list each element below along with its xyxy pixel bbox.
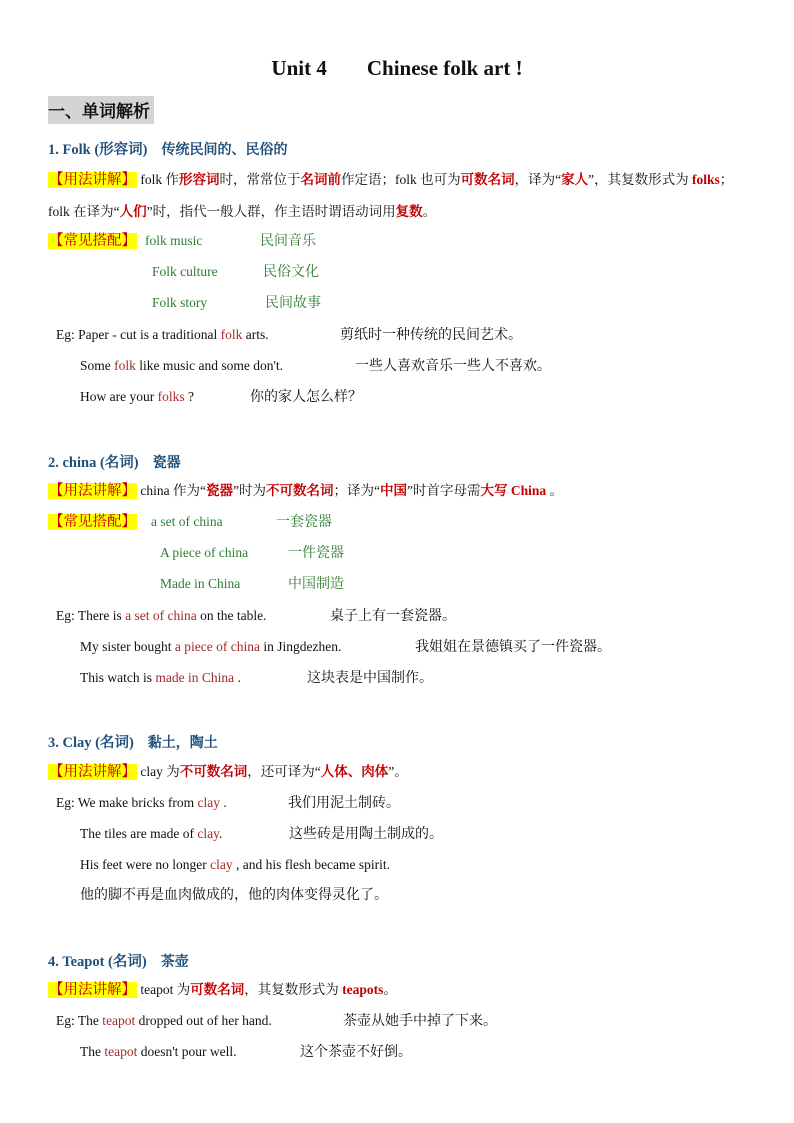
text: on the table. [196, 608, 267, 623]
collocation-en: Folk culture [152, 264, 218, 279]
example-translation: 他的脚不再是血肉做成的，他的肉体变得灵化了。 [80, 887, 388, 903]
text: folk 作 [140, 172, 179, 187]
text: ”时，指代一般人群，作主语时谓语动词用 [146, 204, 396, 219]
text: ”。 [388, 764, 408, 779]
unit-name: Chinese folk art ! [366, 56, 523, 80]
collocation-row [48, 507, 223, 537]
text: My sister bought [80, 639, 175, 654]
text: arts. [242, 327, 269, 342]
example-sentence [80, 1037, 237, 1067]
text: folk [220, 327, 243, 342]
collocation-en: folk music [145, 233, 203, 248]
text: 人们 [119, 204, 147, 219]
collocation-row [48, 226, 202, 256]
example-sentence [80, 632, 341, 662]
collocation-cn: 民间音乐 [260, 233, 316, 249]
heading-en: 4. Teapot (名词) [48, 954, 147, 970]
text: . [218, 826, 223, 841]
heading-cn: 传统民间的、民俗的 [161, 142, 288, 158]
text: teapots [342, 982, 384, 997]
text: 可数名词 [460, 172, 515, 187]
example-translation: 你的家人怎么样？ [250, 389, 362, 405]
collocation-cn: 民间故事 [265, 295, 321, 311]
text: Some [80, 358, 115, 373]
example-translation: 桌子上有一套瓷器。 [330, 608, 456, 624]
text: 。 [546, 483, 564, 498]
text: a set of china [125, 608, 197, 623]
collocation-en: A piece of china [160, 545, 249, 560]
text: 大写 China [480, 483, 547, 498]
collocation-tag: 【常见搭配】 [49, 233, 136, 249]
example-translation: 这个茶壶不好倒。 [300, 1044, 412, 1060]
example-translation: 剪纸时一种传统的民间艺术。 [340, 327, 522, 343]
text: clay 为 [140, 764, 180, 779]
text: 名词前 [300, 172, 341, 187]
text: ；folk 在译为“ [48, 172, 734, 219]
example-translation: 我们用泥土制砖。 [288, 795, 400, 811]
example-translation: 茶壶从她手中掉了下来。 [343, 1013, 497, 1029]
usage-paragraph-clay [48, 757, 408, 787]
unit-label: Unit 4 [271, 56, 327, 80]
text: 中国 [379, 483, 407, 498]
text: clay [197, 826, 219, 841]
text: 家人 [561, 172, 589, 187]
page-title [0, 56, 794, 81]
text: a piece of china [174, 639, 260, 654]
text: His feet were no longer [80, 857, 211, 872]
usage-paragraph-teapot [48, 975, 397, 1005]
usage-paragraph-folk [48, 164, 748, 227]
text: 瓷器 [205, 483, 233, 498]
heading-cn: 茶壶 [160, 954, 189, 970]
text: made in China [155, 670, 235, 685]
example-sentence [80, 819, 222, 849]
text: clay [197, 795, 220, 810]
text: 作定语；folk 也可为 [341, 172, 461, 187]
text: Eg: We make bricks from [56, 795, 198, 810]
word-heading-china [48, 451, 181, 472]
text: Eg: The [56, 1013, 103, 1028]
section-heading: 一、单词解析 [48, 96, 154, 124]
text: 。 [422, 204, 437, 219]
text: doesn't pour well. [137, 1044, 237, 1059]
example-translation: 这些砖是用陶土制成的。 [289, 826, 443, 842]
heading-en: 3. Clay (名词) [48, 735, 134, 751]
collocation-en: Folk story [152, 295, 208, 310]
text: folks [157, 389, 185, 404]
text: teapot [104, 1044, 138, 1059]
example-sentence [56, 320, 269, 350]
text: ；译为“ [333, 483, 380, 498]
text: ，其复数形式为 [244, 982, 343, 997]
example-sentence [56, 1006, 272, 1036]
example-sentence [56, 788, 227, 818]
example-sentence [56, 601, 266, 631]
text: , and his flesh became spirit. [232, 857, 391, 872]
example-translation: 一些人喜欢音乐一些人不喜欢。 [355, 358, 551, 374]
collocation-cn: 民俗文化 [263, 264, 319, 280]
word-heading-clay [48, 731, 218, 752]
word-heading-folk [48, 138, 287, 159]
text: ，还可译为“ [247, 764, 321, 779]
collocation-tag: 【常见搭配】 [49, 514, 136, 530]
usage-tag: 【用法讲解】 [49, 172, 136, 188]
heading-en: 1. Folk (形容词) [48, 142, 148, 158]
text: 人体、肉体 [320, 764, 389, 779]
text: This watch is [80, 670, 156, 685]
collocation-en: Made in China [160, 576, 241, 591]
text: folks [692, 172, 720, 187]
text: ，译为“ [514, 172, 562, 187]
text: The [80, 1044, 105, 1059]
collocation-en: a set of china [151, 514, 223, 529]
example-sentence [80, 351, 283, 381]
text: 不可数名词 [179, 764, 248, 779]
text: Eg: Paper - cut is a traditional [56, 327, 221, 342]
usage-tag: 【用法讲解】 [49, 483, 136, 499]
text: ”时首字母需 [406, 483, 481, 498]
text: The tiles are made of [80, 826, 198, 841]
collocation-cn: 一套瓷器 [276, 514, 332, 530]
usage-paragraph-china [48, 476, 563, 506]
text: ? [184, 389, 194, 404]
text: china 作为“ [140, 483, 206, 498]
heading-cn: 黏土，陶土 [147, 735, 218, 751]
example-sentence [80, 663, 241, 693]
example-translation: 我姐姐在景德镇买了一件瓷器。 [415, 639, 611, 655]
heading-en: 2. china (名词) [48, 455, 139, 471]
text: teapot 为 [140, 982, 191, 997]
text: 形容词 [179, 172, 220, 187]
text: dropped out of her hand. [135, 1013, 272, 1028]
text: clay [210, 857, 233, 872]
collocation-cn: 一件瓷器 [288, 545, 344, 561]
text: . [220, 795, 227, 810]
example-sentence [80, 382, 194, 412]
text: 时，常常位于 [219, 172, 301, 187]
text: 。 [383, 982, 397, 997]
text: 可数名词 [190, 982, 245, 997]
text: ”，其复数形式为 [588, 172, 692, 187]
text: ”时为 [232, 483, 266, 498]
heading-cn: 瓷器 [152, 455, 181, 471]
collocation-cn: 中国制造 [288, 576, 344, 592]
text: like music and some don't. [135, 358, 284, 373]
example-translation: 这块表是中国制作。 [307, 670, 433, 686]
text: 复数 [395, 204, 423, 219]
text: . [234, 670, 241, 685]
text: teapot [102, 1013, 136, 1028]
usage-tag: 【用法讲解】 [49, 982, 136, 998]
example-sentence [80, 850, 390, 880]
word-heading-teapot [48, 950, 189, 971]
text: in Jingdezhen. [259, 639, 342, 654]
text: folk [114, 358, 136, 373]
text: 不可数名词 [265, 483, 334, 498]
text: Eg: There is [56, 608, 126, 623]
usage-tag: 【用法讲解】 [49, 764, 136, 780]
text: How are your [80, 389, 158, 404]
